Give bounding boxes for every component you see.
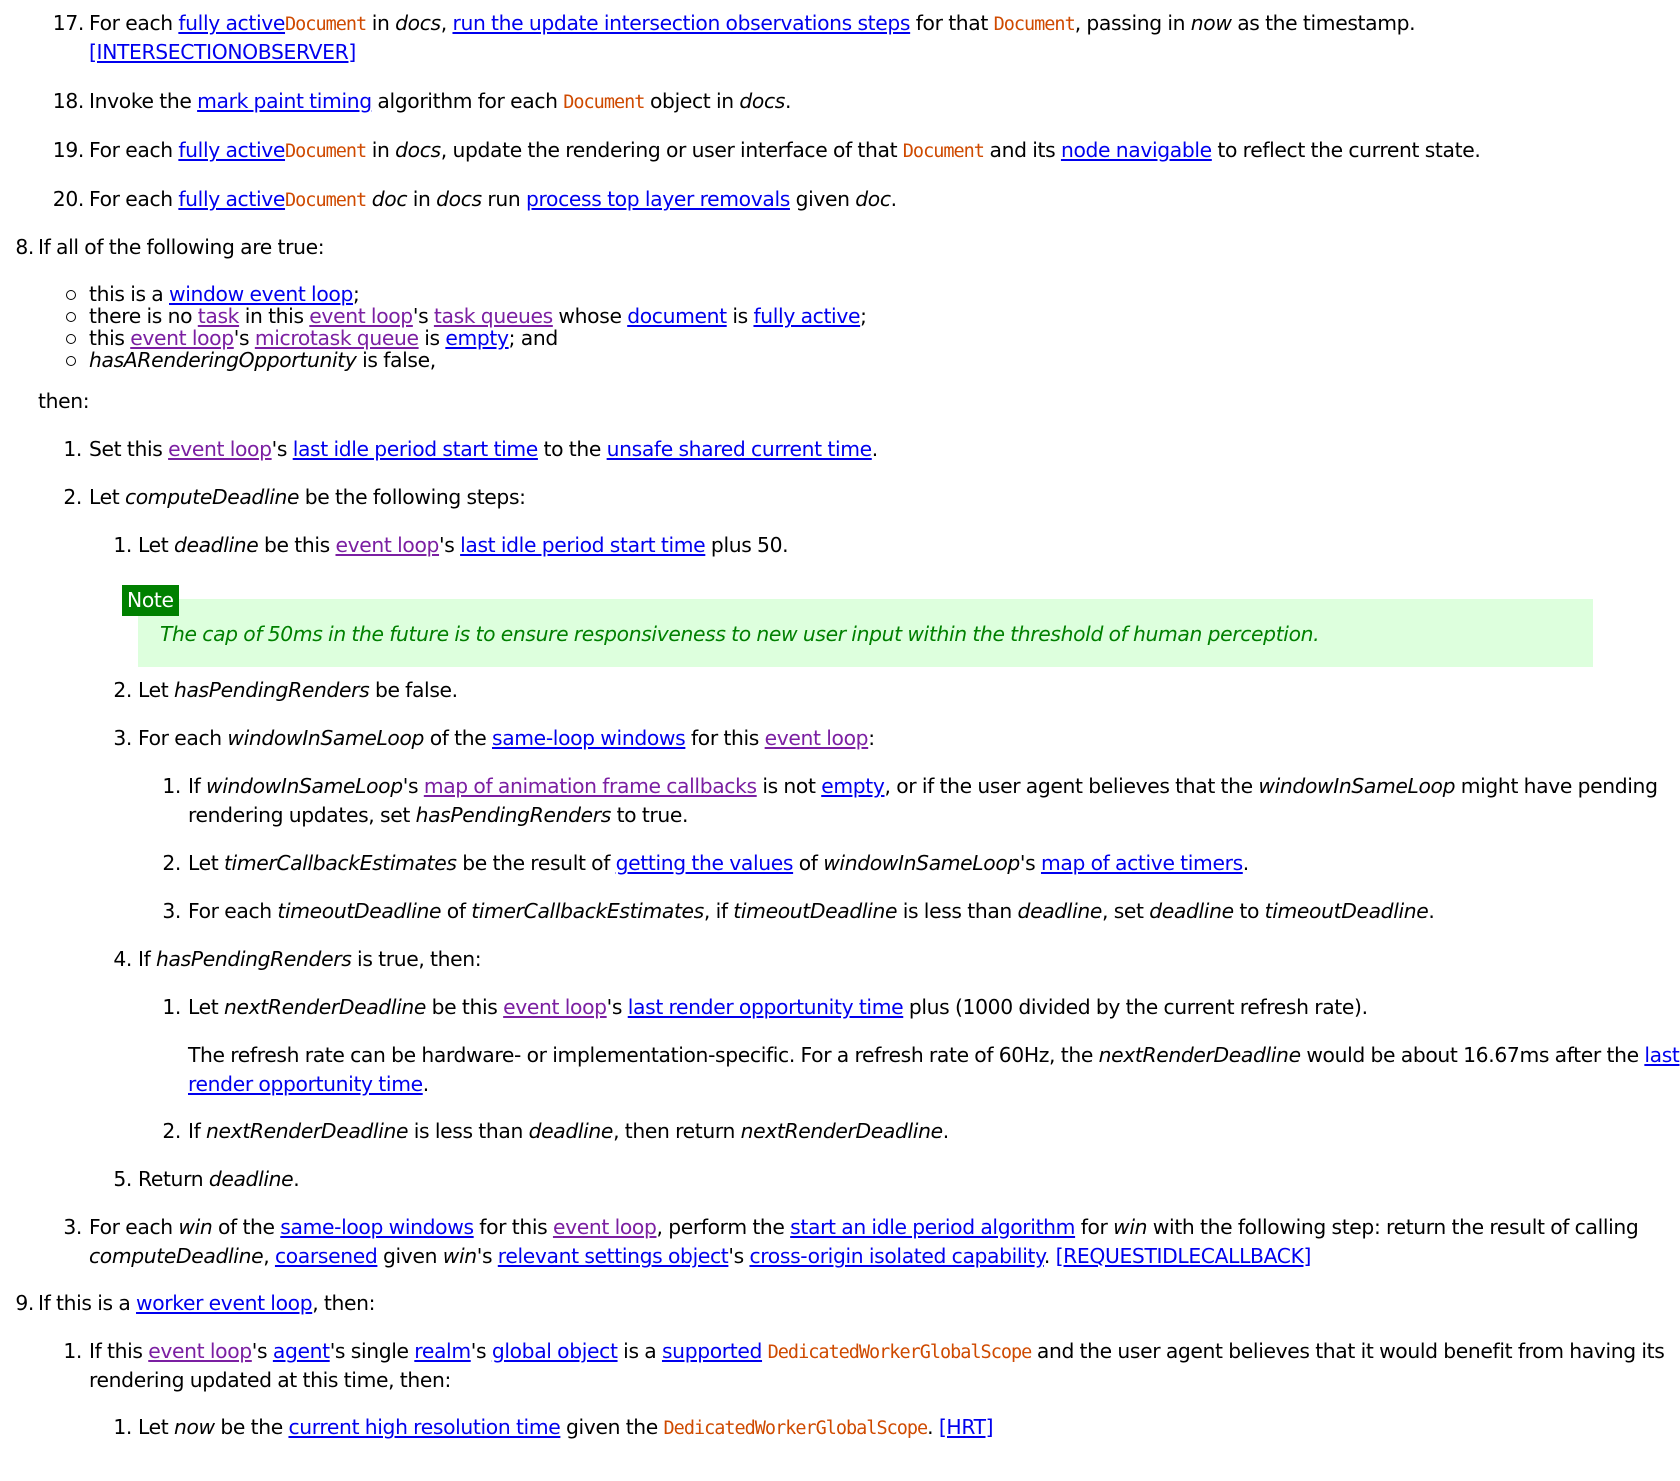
text: is bbox=[424, 326, 440, 350]
text: ; and bbox=[508, 326, 558, 350]
var-now: now bbox=[173, 1415, 215, 1439]
condition-item bbox=[89, 283, 359, 305]
text: to true. bbox=[616, 803, 689, 827]
text: For each bbox=[188, 899, 272, 923]
text: be this bbox=[264, 533, 330, 557]
text: , or if the user agent believes that the bbox=[884, 774, 1253, 798]
var-timeoutdeadline: timeoutDeadline bbox=[733, 899, 898, 923]
link-task-queues[interactable]: task queues bbox=[433, 304, 553, 328]
text: there is no bbox=[89, 304, 193, 328]
var-doc: doc bbox=[371, 187, 408, 211]
var-nextrenderdeadline: nextRenderDeadline bbox=[223, 995, 427, 1019]
list-number: 18. bbox=[52, 89, 84, 113]
list-number: 1. bbox=[162, 995, 181, 1019]
link-map-of-active-timers[interactable]: map of active timers bbox=[1040, 851, 1243, 875]
list-number: 3. bbox=[113, 726, 132, 750]
code-document: Document bbox=[285, 14, 367, 35]
text: 's bbox=[470, 1339, 487, 1363]
text: . bbox=[1242, 851, 1249, 875]
bullet-icon bbox=[66, 334, 76, 344]
text: , set bbox=[1102, 899, 1144, 923]
var-hasarenderingopportunity: hasARenderingOpportunity bbox=[89, 348, 357, 372]
text: and the user agent believes that it would benefit from having its bbox=[1036, 1339, 1665, 1363]
link-start-an-idle-period-algorithm[interactable]: start an idle period algorithm bbox=[790, 1215, 1076, 1239]
var-deadline: deadline bbox=[1017, 899, 1103, 923]
text: ; bbox=[860, 304, 867, 328]
link-agent[interactable]: agent bbox=[272, 1339, 330, 1363]
text: Let bbox=[138, 1415, 169, 1439]
list-number: 3. bbox=[162, 899, 181, 923]
list-number: 9. bbox=[15, 1291, 34, 1315]
var-nextrenderdeadline: nextRenderDeadline bbox=[206, 1119, 409, 1143]
code-document: Document bbox=[993, 14, 1075, 35]
link-coarsened[interactable]: coarsened bbox=[274, 1244, 378, 1268]
text: . bbox=[1043, 1244, 1050, 1268]
list-number: 17. bbox=[52, 11, 84, 35]
link-event-loop[interactable]: event loop bbox=[309, 304, 413, 328]
text: . bbox=[293, 1167, 300, 1191]
var-windowinsameloop: windowInSameLoop bbox=[1258, 774, 1456, 798]
var-windowinsameloop: windowInSameLoop bbox=[823, 851, 1020, 875]
var-docs: docs bbox=[395, 11, 441, 35]
text: of bbox=[446, 899, 466, 923]
list-number: 1. bbox=[162, 774, 181, 798]
text: plus (1000 divided by the current refresh rate). bbox=[908, 995, 1368, 1019]
text: given the bbox=[566, 1415, 658, 1439]
text: in bbox=[412, 187, 431, 211]
text: For each bbox=[89, 187, 173, 211]
list-number: 8. bbox=[15, 235, 34, 259]
text: , update the rendering or user interface of that bbox=[440, 138, 898, 162]
text: . bbox=[942, 1119, 949, 1143]
var-computedeadline: computeDeadline bbox=[124, 485, 300, 509]
text: , if bbox=[703, 899, 728, 923]
link-fully-active[interactable]: fully active bbox=[178, 138, 286, 162]
ref-intersectionobserver[interactable]: [INTERSECTIONOBSERVER] bbox=[89, 40, 356, 64]
step-8-2-3-1-cont bbox=[188, 801, 688, 830]
condition-item bbox=[89, 305, 867, 327]
link-unsafe-shared-current-time[interactable]: unsafe shared current time bbox=[606, 437, 872, 461]
text: 's bbox=[476, 1244, 493, 1268]
var-timercallbackestimates: timerCallbackEstimates bbox=[223, 851, 457, 875]
text: If this bbox=[89, 1339, 143, 1363]
var-deadline: deadline bbox=[208, 1167, 294, 1191]
list-number: 3. bbox=[63, 1215, 82, 1239]
text: For each bbox=[138, 726, 222, 750]
text: , then return bbox=[613, 1119, 736, 1143]
text: 's single bbox=[329, 1339, 409, 1363]
link-empty[interactable]: empty bbox=[445, 326, 509, 350]
var-win: win bbox=[442, 1244, 477, 1268]
text: for that bbox=[915, 11, 988, 35]
link-last-idle-period-start-time[interactable]: last idle period start time bbox=[460, 533, 706, 557]
link-worker-event-loop[interactable]: worker event loop bbox=[136, 1291, 313, 1315]
text: might have pending bbox=[1460, 774, 1658, 798]
text: Let bbox=[89, 485, 120, 509]
text: is false, bbox=[362, 348, 436, 372]
text: : bbox=[868, 726, 875, 750]
link-process-top-layer-removals[interactable]: process top layer removals bbox=[525, 187, 790, 211]
text: be the following steps: bbox=[304, 485, 526, 509]
text: 's bbox=[251, 1339, 268, 1363]
text: Set this bbox=[89, 437, 163, 461]
text: to reflect the current state. bbox=[1217, 138, 1481, 162]
step-8-3-cont bbox=[89, 1242, 1311, 1271]
text: For each bbox=[89, 138, 173, 162]
text: . bbox=[871, 437, 878, 461]
text: plus 50. bbox=[710, 533, 789, 557]
text: Let bbox=[138, 678, 169, 702]
text: Return bbox=[138, 1167, 204, 1191]
var-deadline: deadline bbox=[528, 1119, 614, 1143]
note-text: The cap of 50ms in the future is to ensure responsiveness to new user input within the threshold of human perception. bbox=[160, 622, 1320, 646]
link-event-loop[interactable]: event loop bbox=[168, 437, 272, 461]
text: 's bbox=[271, 437, 288, 461]
text: be this bbox=[431, 995, 498, 1019]
link-window-event-loop[interactable]: window event loop bbox=[169, 282, 353, 306]
link-same-loop-windows[interactable]: same-loop windows bbox=[280, 1215, 474, 1239]
text: run bbox=[487, 187, 521, 211]
text: as the timestamp. bbox=[1237, 11, 1416, 35]
note-label: Note bbox=[122, 585, 179, 616]
text: , bbox=[263, 1244, 270, 1268]
var-deadline: deadline bbox=[1149, 899, 1234, 923]
var-computedeadline: computeDeadline bbox=[89, 1244, 264, 1268]
var-haspendingrenders: hasPendingRenders bbox=[156, 947, 352, 971]
text: . bbox=[785, 89, 792, 113]
text: is bbox=[732, 304, 748, 328]
link-event-loop[interactable]: event loop bbox=[130, 326, 234, 350]
text: is not bbox=[762, 774, 816, 798]
var-win: win bbox=[1113, 1215, 1148, 1239]
link-current-high-resolution-time[interactable]: current high resolution time bbox=[288, 1415, 561, 1439]
text: object in bbox=[649, 89, 734, 113]
var-win: win bbox=[178, 1215, 213, 1239]
text: 's bbox=[439, 533, 455, 557]
link-supported[interactable]: supported bbox=[661, 1339, 763, 1363]
text: Let bbox=[138, 533, 169, 557]
list-number: 19. bbox=[52, 138, 84, 162]
text: If all of the following are true: bbox=[38, 235, 325, 259]
condition-item bbox=[89, 349, 436, 371]
list-number: 2. bbox=[162, 1119, 181, 1143]
var-timeoutdeadline: timeoutDeadline bbox=[277, 899, 442, 923]
bullet-icon bbox=[66, 356, 76, 366]
link-event-loop[interactable]: event loop bbox=[148, 1339, 252, 1363]
list-number: 1. bbox=[113, 1415, 132, 1439]
text: to the bbox=[543, 437, 602, 461]
text: For each bbox=[89, 11, 173, 35]
text: be the bbox=[220, 1415, 283, 1439]
code-document: Document bbox=[285, 190, 367, 211]
text: given bbox=[383, 1244, 438, 1268]
text: rendering updates, set bbox=[188, 803, 410, 827]
text: 's bbox=[1019, 851, 1036, 875]
text: in this bbox=[244, 304, 304, 328]
link-getting-the-values[interactable]: getting the values bbox=[615, 851, 794, 875]
bullet-icon bbox=[66, 312, 76, 322]
text: in bbox=[371, 138, 390, 162]
text: algorithm for each bbox=[377, 89, 558, 113]
text: to bbox=[1239, 899, 1260, 923]
refresh-rate-paragraph-cont bbox=[188, 1070, 429, 1099]
text: . bbox=[890, 187, 897, 211]
text: for bbox=[1080, 1215, 1108, 1239]
var-windowinsameloop: windowInSameLoop bbox=[206, 774, 403, 798]
link-empty[interactable]: empty bbox=[821, 774, 885, 798]
text: is less than bbox=[902, 899, 1012, 923]
text: in bbox=[371, 11, 390, 35]
list-number: 2. bbox=[63, 485, 82, 509]
link-last-render-opportunity-time[interactable]: render opportunity time bbox=[188, 1072, 423, 1096]
var-nextrenderdeadline: nextRenderDeadline bbox=[1098, 1043, 1301, 1067]
refresh-rate-paragraph bbox=[188, 1041, 1680, 1070]
text: Let bbox=[188, 995, 219, 1019]
link-same-loop-windows[interactable]: same-loop windows bbox=[491, 726, 686, 750]
text: is less than bbox=[413, 1119, 523, 1143]
text: be the result of bbox=[462, 851, 611, 875]
step-9-1-cont: rendering updated at this time, then: bbox=[89, 1368, 452, 1392]
text: The refresh rate can be hardware- or implementation-specific. For a refresh rate of 60Hz, the bbox=[188, 1043, 1093, 1067]
text: . bbox=[1428, 899, 1435, 923]
link-event-loop[interactable]: event loop bbox=[552, 1215, 657, 1239]
text: For each bbox=[89, 1215, 173, 1239]
link-global-object[interactable]: global object bbox=[491, 1339, 618, 1363]
code-document: Document bbox=[902, 141, 984, 162]
list-number: 5. bbox=[113, 1167, 132, 1191]
var-deadline: deadline bbox=[173, 533, 259, 557]
link-node-navigable[interactable]: node navigable bbox=[1060, 138, 1212, 162]
text: be false. bbox=[374, 678, 458, 702]
ref-hrt[interactable]: [HRT] bbox=[938, 1415, 994, 1439]
text: 's bbox=[728, 1244, 744, 1268]
var-timeoutdeadline: timeoutDeadline bbox=[1264, 899, 1429, 923]
condition-item bbox=[89, 327, 558, 349]
link-cross-origin-isolated-capability[interactable]: cross-origin isolated capability bbox=[749, 1244, 1044, 1268]
link-realm[interactable]: realm bbox=[414, 1339, 471, 1363]
text: of the bbox=[429, 726, 487, 750]
link-fully-active[interactable]: fully active bbox=[178, 187, 286, 211]
text: . bbox=[927, 1415, 934, 1439]
link-document[interactable]: document bbox=[627, 304, 727, 328]
text: , then: bbox=[312, 1291, 376, 1315]
text: Let bbox=[188, 851, 219, 875]
text: with the following step: return the result of calling bbox=[1152, 1215, 1639, 1239]
text: 's bbox=[233, 326, 250, 350]
text: of bbox=[798, 851, 818, 875]
link-last-idle-period-start-time[interactable]: last idle period start time bbox=[292, 437, 538, 461]
var-timercallbackestimates: timerCallbackEstimates bbox=[471, 899, 704, 923]
var-nextrenderdeadline: nextRenderDeadline bbox=[740, 1119, 943, 1143]
var-windowinsameloop: windowInSameLoop bbox=[227, 726, 425, 750]
list-number: 4. bbox=[113, 947, 132, 971]
text: 's bbox=[412, 304, 429, 328]
text: 's bbox=[402, 774, 419, 798]
list-number: 20. bbox=[52, 187, 84, 211]
list-number: 1. bbox=[113, 533, 132, 557]
list-number: 2. bbox=[113, 678, 132, 702]
var-docs: docs bbox=[436, 187, 482, 211]
var-haspendingrenders: hasPendingRenders bbox=[173, 678, 370, 702]
var-doc: doc bbox=[855, 187, 891, 211]
ref-requestidlecallback[interactable]: [REQUESTIDLECALLBACK] bbox=[1055, 1244, 1312, 1268]
var-docs: docs bbox=[395, 138, 441, 162]
list-number: 2. bbox=[162, 851, 181, 875]
text: If bbox=[188, 1119, 201, 1143]
link-relevant-settings-object[interactable]: relevant settings object bbox=[497, 1244, 729, 1268]
link-run-update-intersection-observations[interactable]: run the update intersection observations steps bbox=[452, 11, 911, 35]
link-task[interactable]: task bbox=[197, 304, 240, 328]
text: whose bbox=[558, 304, 622, 328]
link-event-loop[interactable]: event loop bbox=[503, 995, 607, 1019]
link-event-loop[interactable]: event loop bbox=[764, 726, 869, 750]
text: this is a bbox=[89, 282, 164, 306]
link-fully-active[interactable]: fully active bbox=[178, 11, 286, 35]
text: given bbox=[795, 187, 850, 211]
text: for this bbox=[479, 1215, 548, 1239]
text: 's bbox=[606, 995, 623, 1019]
text: would be about 16.67ms after the bbox=[1306, 1043, 1639, 1067]
text: is true, then: bbox=[357, 947, 482, 971]
list-number: 1. bbox=[63, 437, 82, 461]
text: . bbox=[422, 1072, 429, 1096]
link-event-loop[interactable]: event loop bbox=[335, 533, 440, 557]
link-last-render-opportunity-time[interactable]: last bbox=[1644, 1043, 1680, 1067]
code-dedicatedworkerglobalscope: DedicatedWorkerGlobalScope bbox=[663, 1418, 928, 1439]
step-17-ref-line bbox=[89, 38, 356, 67]
text: , perform the bbox=[656, 1215, 785, 1239]
var-now: now bbox=[1190, 11, 1232, 35]
text: for this bbox=[690, 726, 760, 750]
code-document: Document bbox=[563, 92, 645, 113]
list-number: 1. bbox=[63, 1339, 82, 1363]
code-dedicatedworkerglobalscope: DedicatedWorkerGlobalScope bbox=[767, 1342, 1032, 1363]
link-microtask-queue[interactable]: microtask queue bbox=[254, 326, 419, 350]
var-haspendingrenders: hasPendingRenders bbox=[415, 803, 611, 827]
text: If bbox=[188, 774, 201, 798]
link-mark-paint-timing[interactable]: mark paint timing bbox=[197, 89, 372, 113]
var-docs: docs bbox=[739, 89, 785, 113]
text: If bbox=[138, 947, 151, 971]
code-document: Document bbox=[285, 141, 367, 162]
bullet-icon bbox=[66, 290, 76, 300]
text: is a bbox=[623, 1339, 657, 1363]
text: of the bbox=[218, 1215, 275, 1239]
text: , passing in bbox=[1074, 11, 1186, 35]
text: ; bbox=[352, 282, 360, 306]
text: If this is a bbox=[38, 1291, 131, 1315]
link-map-of-animation-frame-callbacks[interactable]: map of animation frame callbacks bbox=[423, 774, 757, 798]
link-last-render-opportunity-time[interactable]: last render opportunity time bbox=[627, 995, 904, 1019]
link-fully-active[interactable]: fully active bbox=[753, 304, 861, 328]
text: and its bbox=[989, 138, 1056, 162]
text: this bbox=[89, 326, 125, 350]
then-label: then: bbox=[38, 389, 90, 413]
text: Invoke the bbox=[89, 89, 192, 113]
